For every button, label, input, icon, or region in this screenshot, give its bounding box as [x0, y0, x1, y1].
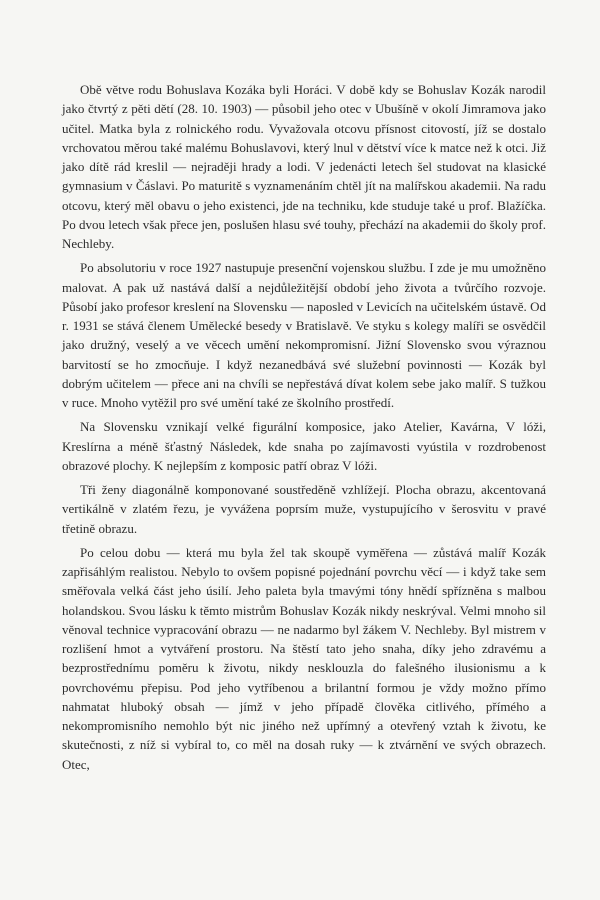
paragraph-slovakia: Po absolutoriu v roce 1927 nastupuje presenční vojenskou službu. I zde je mu umožněno malovat. A pak už nastává další a nejdůležitější období jeho života a tvůrčího rozvoje. Působí jako profesor kreslení na Slovensku — naposled v Levicích na učitelském ústavě. Od r. 1931 se stává členem Umělecké besedy v Bratislavě. Ve styku s kolegy malíři se osvědčil jako družný, veselý a ve věcech umění nekompromisní. Jižní Slovensko svou výraznou barvitostí se ho zmocňuje. I když nezanedbává své služební povinnosti — Kozák byl dobrým učitelem — přece ani na chvíli se nepřestává dívat kolem sebe jako malíř. S tužkou v ruce. Mnoho vytěžil pro své umění také ze školního prostředí.	[62, 260, 546, 410]
paragraph-realism: Po celou dobu — která mu byla žel tak skoupě vyměřena — zůstává malíř Kozák zapřisáhlým realistou. Nebylo to ovšem popisné pojednání povrchu věcí — i když take sem směřovala velká část jeho úsilí. Jeho paleta byla tmavými tóny hnědí spřízněna s malbou holandskou. Svou lásku k těmto mistrům Bohuslav Kozák nikdy neskrýval. Velmi mnoho sil věnoval technice vypracování obrazu — ne nadarmo byl žákem V. Nechleby. Byl mistrem v rozlišení hmot a vytváření prostoru. Na štěstí tato jeho snaha, díky jeho zdravému a bezprostřednímu poměru k životu, nikdy nesklouzla do falešného ilusionismu a k povrchovému přepisu. Pod jeho vytříbenou a brilantní formou je vždy možno přímo nahmatat hluboký obsah — jímž v jeho případě člověka citlivého, přímého a nekompromisního nemohlo být nic jiného než upřímný a otevřený vztah k životu, ke skutečnosti, z níž si vybíral to, co měl na dosah ruky — k ztvárnění ve svých obrazech. Otec,	[62, 544, 546, 772]
paragraph-origins: Obě větve rodu Bohuslava Kozáka byli Horáci. V době kdy se Bohuslav Kozák narodil jako čtvrtý z pěti dětí (28. 10. 1903) — působil jeho otec v Ubušíně v okolí Jimramova jako učitel. Matka byla z rolnického rodu. Vyvažovala otcovu přísnost citovostí, jíž se dostalo vrchovatou měrou také malému Bohuslavovi, který lnul v dětství více k matce než k otci. Již jako dítě rád kreslil — nejraději hrady a lodi. V jedenácti letech šel studovat na klasické gymnasium v Čáslavi. Po maturitě s vyznamenáním chtěl jít na malířskou akademii. Na radu otcovu, který měl obavu o jeho existenci, jde na techniku, kde studuje také u prof. Blažíčka. Po dvou letech však přece jen, poslušen hlasu své touhy, přechází na akademii do školy prof. Nechleby.	[62, 82, 546, 251]
body-text	[62, 80, 546, 774]
paragraph-v-lozi: Tři ženy diagonálně komponované soustředěně vzhlížejí. Plocha obrazu, akcentovaná vertikálně v zlatém řezu, je vyvážena poprsím muže, vystupujícího v šerosvitu v pravé třetině obrazu.	[62, 482, 546, 536]
paragraph-compositions: Na Slovensku vznikají velké figurální komposice, jako Atelier, Kavárna, V lóži, Kreslírna a méně šťastný Následek, kde snaha po zajímavosti vyústila v rozdrobenost obrazové plochy. K nejlepším z komposic patří obraz V lóži.	[62, 419, 546, 473]
